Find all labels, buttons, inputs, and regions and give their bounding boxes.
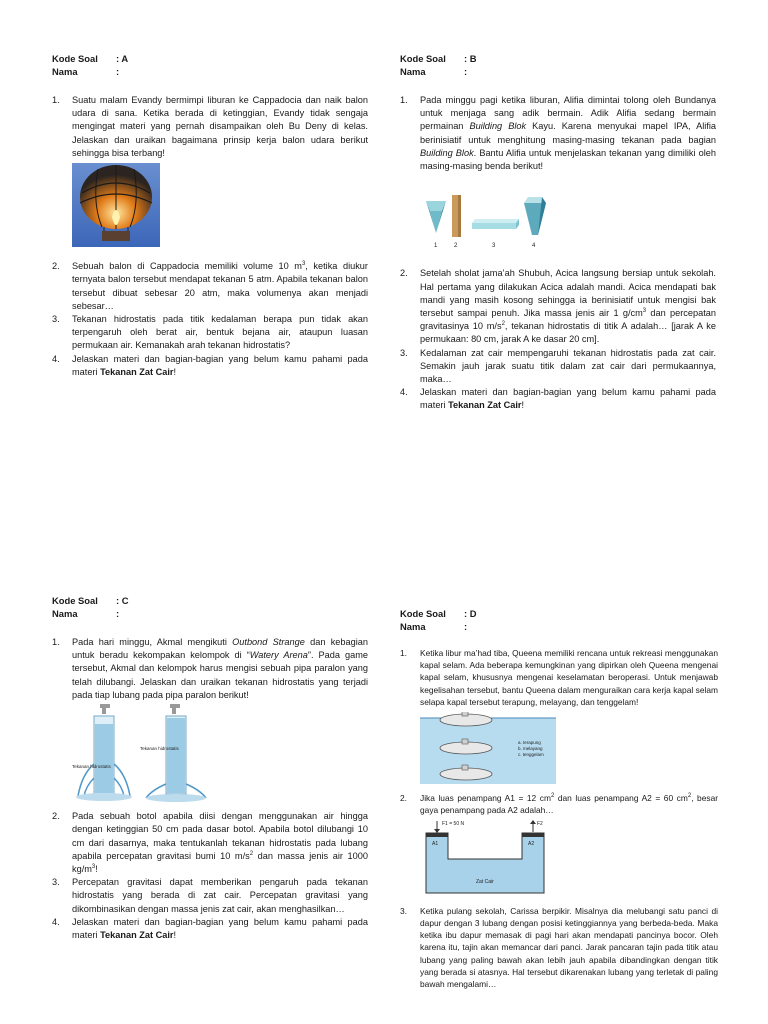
area-a1-label: A1 bbox=[432, 840, 439, 847]
question-a2: 2. Sebuah balon di Cappadocia memiliki volume 10 $m^3$, ketika diukur ternyata balon tersebut mendapat tekanan 5 atm. Apabila tekanan balon tersebut dibuat sebesar 20 atm, maka volumenya akan menjadi sebesar… bbox=[52, 261, 368, 311]
question-b1: 1. Pada minggu pagi ketika liburan, Alifia dimintai tolong oleh Bundanya untuk menjaga sang adik bermain. Adik Alifia sedang bermain permainan Building Blok Kayu. Karena menyukai mapel IPA, Alifia berinisiatif untuk menghitung masing-masing tekanan pada bagian Building Blok. Bantu Alifia untuk menjelaskan tekanan yang dimiliki oleh masing-masing benda berikut! bbox=[400, 95, 717, 172]
code-value: : C bbox=[116, 595, 129, 606]
name-label: Nama bbox=[400, 620, 426, 632]
area-a2-label: A2 bbox=[528, 840, 535, 847]
question-set-a bbox=[52, 53, 368, 379]
code-value: : A bbox=[116, 53, 129, 64]
question-d1: 1. Ketika libur ma’had tiba, Queena memiliki rencana untuk rekreasi menggunakan kapal selam. Ada beberapa kemungkinan yang dipirkan oleh Queena mengenai kapal selam, khususnya mengenai keselamatan beroperasi. Untuk menjawab kegelisahan tersebut, bantu Queena dalam menguraikan cara kerja kapal selam selapa kapal tersebut terapung, melayang, dan tenggelam! bbox=[400, 648, 718, 707]
block-label-2: 2 bbox=[454, 243, 458, 250]
question-a1: 1. Suatu malam Evandy bermimpi liburan ke Cappadocia dan naik balon udara di sana. Ketika berada di ketinggian, Evandy tidak sengaja mengingat materi yang pernah disampaikan oleh Bu Deny di kelas. Jelaskan dan uraikan bagaimana prinsip kerja balon udara berikut sehingga bisa terbang! bbox=[52, 95, 368, 158]
question-d2: 2. Jika luas penampang A1 = 12 $cm^2$ dan luas penampang A2 = 60 $cm^2$, besar gaya penampang pada A2 adalah… bbox=[400, 793, 719, 816]
name-value: : bbox=[116, 607, 120, 619]
question-b2: 2. Setelah sholat jama’ah Shubuh, Acica langsung bersiap untuk sekolah. Hal pertama yang dilakukan Acica adalah mandi. Acica mendapati bak mandi yang masih kosong sehingga ia berinisiatif untuk mengisi bak tersebut sampai penuh. Jika massa jenis air 1 $g/cm^3$ dan percepatan gravitasinya 10 $m/s^2$, tekanan hidrostatis di titik A adalah… [jarak A ke permukaan: 80 cm, jarak A ke dasar 20 cm]. bbox=[400, 268, 716, 345]
code-label: Kode Soal bbox=[400, 608, 446, 619]
question-b3: 3. Kedalaman zat cair mempengaruhi tekanan hidrostatis pada zat cair. Semakin jauh jarak suatu titik dalam zat cair dari permukaannya, maka… bbox=[400, 347, 716, 385]
block-label-4: 4 bbox=[532, 243, 536, 250]
question-d3: 3. Ketika pulang sekolah, Carissa berpikir. Misalnya dia melubangi satu panci di dapur dengan 3 lubang dengan posisi ketinggiannya yang berbeda-beda. Maka ketika ibu dapur memasak di pagi hari akan mendapati pancinya bocor. Oleh karena itu, tajin akan memancar dari panci. Jarak pancaran tajin pada titik atau lubang yang paling bawah akan lebih jauh apabila dibandingkan dengan titik yang berada si atasnya. Hal tersebut dikarenakan lubang yang terletak di paling bawah mengalami… bbox=[400, 905, 718, 990]
question-c3: 3. Percepatan gravitasi dapat memberikan pengaruh pada tekanan hidrostatis yang berada di zat cair. Percepatan gravitasi yang dikombinasikan dengan massa jenis zat cair, akan menghasilkan… bbox=[52, 877, 368, 914]
name-label: Nama bbox=[52, 607, 78, 619]
code-value: : D bbox=[464, 608, 477, 619]
block-label-3: 3 bbox=[492, 243, 496, 250]
question-set-d bbox=[400, 608, 718, 990]
pipe-label-1: Tekanan hidrostatis bbox=[72, 764, 111, 770]
header-c bbox=[52, 595, 368, 620]
question-set-c bbox=[52, 595, 368, 942]
legend-tenggelam: c. tenggelam bbox=[518, 752, 544, 758]
header-b bbox=[400, 53, 716, 78]
code-value: : B bbox=[464, 53, 477, 64]
hot-air-balloon-image bbox=[72, 163, 368, 251]
pipe-label-2: Tekanan hidrostatis bbox=[140, 746, 179, 752]
question-c1: 1. Pada hari minggu, Akmal mengikuti Outbond Strange dan kebagian untuk beradu kekompakan kelompok di “Watery Arena”. Pada game tersebut, Akmal dan kelompok harus mengisi sebuah pipa paralon yang telah dilubangi. Jelaskan dan uraikan tekanan hidrostatis yang terjadi pada tiap lubang pada pipa paralon berikut! bbox=[52, 637, 368, 700]
code-label: Kode Soal bbox=[52, 53, 98, 64]
legend-melayang: b. melayang bbox=[518, 746, 543, 752]
name-label: Nama bbox=[52, 65, 78, 77]
code-label: Kode Soal bbox=[52, 595, 98, 606]
submarine-image bbox=[420, 712, 718, 788]
name-label: Nama bbox=[400, 65, 426, 77]
header-a bbox=[52, 53, 368, 78]
code-label: Kode Soal bbox=[400, 53, 446, 64]
question-a3: 3. Tekanan hidrostatis pada titik kedalaman berapa pun tidak akan terpengaruh oleh berat air, bentuk bejana air, ataupun luasan permukaan air. Kemanakah arah tekanan hidrostatis? bbox=[52, 314, 368, 351]
leaking-pipes-image bbox=[72, 704, 368, 808]
question-set-b bbox=[400, 53, 716, 413]
hydraulic-press-image bbox=[420, 819, 718, 899]
force-f1-label: F1 = 50 N bbox=[442, 820, 465, 827]
header-d bbox=[400, 608, 718, 633]
force-f2-label: F2 bbox=[537, 820, 543, 827]
building-blocks-image bbox=[420, 195, 716, 255]
question-c2: 2. Pada sebuah botol apabila diisi dengan menggunakan air hingga dengan ketinggian 50 cm pada dasar botol. Apabila botol dilubangi 10 cm dari dasarnya, maka tentukanlah tekanan hidrostatis pada lubang apabila percepatan gravitasi bumi 10 $m/s^2$ dan massa jenis air 1000 $kg/m^3$! bbox=[52, 811, 368, 875]
legend-terapung: a. terapung bbox=[518, 740, 541, 746]
name-value: : bbox=[464, 65, 468, 77]
question-c4: 4. Jelaskan materi dan bagian-bagian yang belum kamu pahami pada materi Tekanan Zat Cair! bbox=[52, 916, 368, 941]
question-b4: 4. Jelaskan materi dan bagian-bagian yang belum kamu pahami pada materi Tekanan Zat Cair! bbox=[400, 387, 716, 411]
name-value: : bbox=[116, 65, 120, 77]
fluid-label: Zat Cair bbox=[476, 878, 494, 885]
name-value: : bbox=[464, 620, 468, 632]
question-a4: 4. Jelaskan materi dan bagian-bagian yang belum kamu pahami pada materi Tekanan Zat Cair! bbox=[52, 353, 368, 377]
block-label-1: 1 bbox=[434, 243, 438, 250]
